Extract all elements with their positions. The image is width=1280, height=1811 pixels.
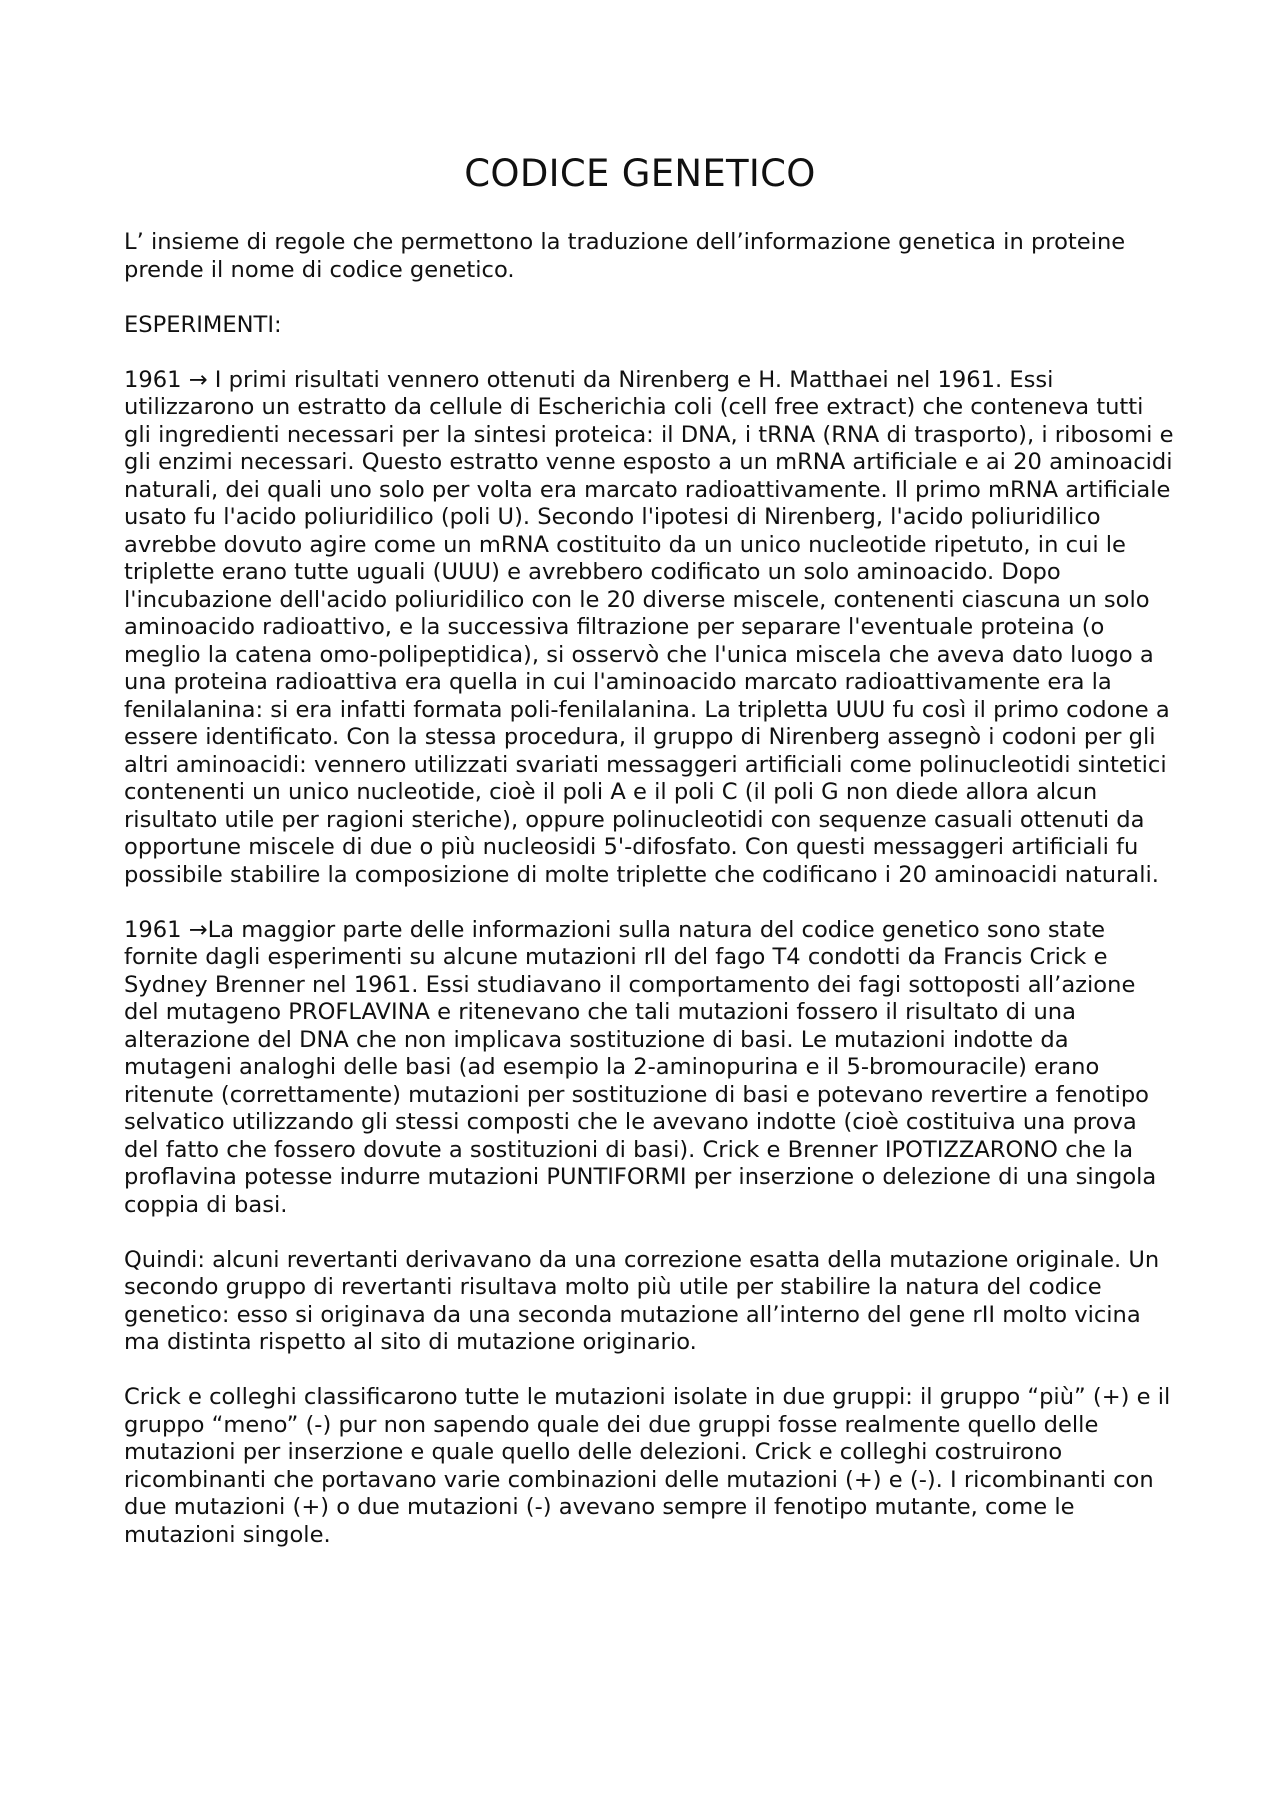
section-heading-esperimenti: ESPERIMENTI:	[124, 311, 282, 338]
paragraph-revertanti: Quindi: alcuni revertanti derivavano da una correzione esatta della mutazione originale. Un secondo gruppo di revertanti risultava molto più utile per stabilire la natura del codice genetico: esso si originava da una seconda mutazione all’interno del gene rII molto vicina ma distinta rispetto al sito di mutazione originario.	[124, 1246, 1160, 1355]
paragraph-nirenberg-1961: 1961 → I primi risultati vennero ottenuti da Nirenberg e H. Matthaei nel 1961. Essi utilizzarono un estratto da cellule di Escherichia coli (cell free extract) che conteneva tutti gli ingredienti necessari per la sintesi proteica: il DNA, i tRNA (RNA di trasporto), i ribosomi e gli enzimi necessari. Questo estratto venne esposto a un mRNA artificiale e ai 20 aminoacidi naturali, dei quali uno solo per volta era marcato radioattivamente. Il primo mRNA artificiale usato fu l'acido poliuridilico (poli U). Secondo l'ipotesi di Nirenberg, l'acido poliuridilico avrebbe dovuto agire come un mRNA costituito da un unico nucleotide ripetuto, in cui le triplette erano tutte uguali (UUU) e avrebbero codificato un solo aminoacido. Dopo l'incubazione dell'acido poliuridilico con le 20 diverse miscele, contenenti ciascuna un solo aminoacido radioattivo, e la successiva filtrazione per separare l'eventuale proteina (o meglio la catena omo-polipeptidica), si osservò che l'unica miscela che aveva dato luogo a una proteina radioattiva era quella in cui l'aminoacido marcato radioattivamente era la fenilalanina: si era infatti formata poli-fenilalanina. La tripletta UUU fu così il primo codone a essere identificato. Con la stessa procedura, il gruppo di Nirenberg assegnò i codoni per gli altri aminoacidi: vennero utilizzati svariati messaggeri artificiali come polinucleotidi sintetici contenenti un unico nucleotide, cioè il poli A e il poli C (il poli G non diede allora alcun risultato utile per ragioni steriche), oppure polinucleotidi con sequenze casuali ottenuti da opportune miscele di due o più nucleosidi 5'-difosfato. Con questi messaggeri artificiali fu possibile stabilire la composizione di molte triplette che codificano i 20 aminoacidi naturali.	[124, 366, 1174, 888]
intro-paragraph: L’ insieme di regole che permettono la traduzione dell’informazione genetica in proteine prende il nome di codice genetico.	[124, 229, 1126, 283]
paragraph-classificazione: Crick e colleghi classificarono tutte le mutazioni isolate in due gruppi: il gruppo “più” (+) e il gruppo “meno” (-) pur non sapendo quale dei due gruppi fosse realmente quello delle mutazioni per inserzione e quale quello delle delezioni. Crick e colleghi costruirono ricombinanti che portavano varie combinazioni delle mutazioni (+) e (-). I ricombinanti con due mutazioni (+) o due mutazioni (-) avevano sempre il fenotipo mutante, come le mutazioni singole.	[124, 1384, 1171, 1548]
paragraph-crick-brenner-1961: 1961 →La maggior parte delle informazioni sulla natura del codice genetico sono state fornite dagli esperimenti su alcune mutazioni rII del fago T4 condotti da Francis Crick e Sydney Brenner nel 1961. Essi studiavano il comportamento dei fagi sottoposti all’azione del mutageno PROFLAVINA e ritenevano che tali mutazioni fossero il risultato di una alterazione del DNA che non implicava sostituzione di basi. Le mutazioni indotte da mutageni analoghi delle basi (ad esempio la 2-aminopurina e il 5-bromouracile) erano ritenute (correttamente) mutazioni per sostituzione di basi e potevano revertire a fenotipo selvatico utilizzando gli stessi composti che le avevano indotte (cioè costituiva una prova del fatto che fossero dovute a sostituzioni di basi). Crick e Brenner IPOTIZZARONO che la proflavina potesse indurre mutazioni PUNTIFORMI per inserzione o delezione di una singola coppia di basi.	[124, 916, 1157, 1218]
document-title: CODICE GENETICO	[464, 152, 816, 195]
document-body	[124, 229, 1174, 1577]
